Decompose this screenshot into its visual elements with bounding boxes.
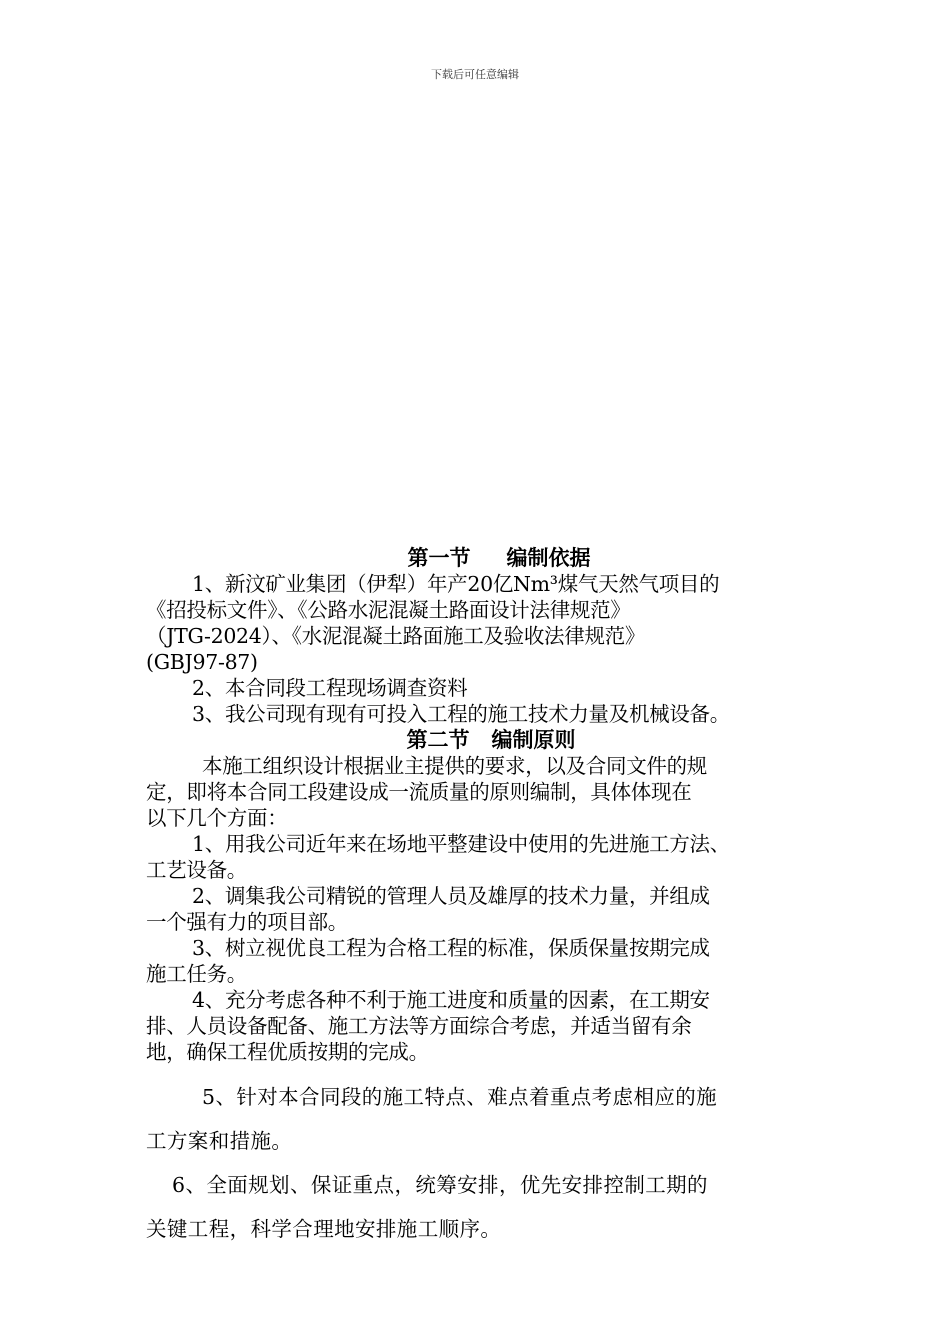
section-2-line: 地，确保工程优质按期的完成。 [146,1040,429,1064]
section-1-line: 3、我公司现有现有可投入工程的施工技术力量及机械设备。 [192,702,730,726]
section-2-line: 以下几个方面： [146,806,288,830]
section-2-number: 第二节 [406,728,470,752]
section-2-line: 一个强有力的项目部。 [146,910,348,934]
section-2-line: 关键工程，科学合理地安排施工顺序。 [146,1217,502,1241]
section-1-number: 第一节 [407,546,471,570]
section-1-line: 1、新汶矿业集团（伊犁）年产20亿Nm³煤气天然气项目的 [192,572,720,596]
section-2-line: 3、树立视优良工程为合格工程的标准，保质保量按期完成 [192,936,710,960]
section-2-line: 1、用我公司近年来在场地平整建设中使用的先进施工方法、 [192,832,730,856]
section-2-line: 排、人员设备配备、施工方法等方面综合考虑，并适当留有余 [146,1014,692,1038]
section-2-line: 定，即将本合同工段建设成一流质量的原则编制，具体体现在 [146,780,692,804]
section-1-line: 2、本合同段工程现场调查资料 [192,676,468,700]
section-2-line: 工艺设备。 [146,858,247,882]
section-2-line: 6、全面规划、保证重点，统筹安排，优先安排控制工期的 [172,1173,708,1197]
section-2-title [146,727,826,753]
section-2-line: 施工任务。 [146,962,247,986]
page-header-note: 下载后可任意编辑 [431,68,519,81]
section-1-line: (GBJ97-87) [146,650,258,674]
section-1-line: 《招投标文件》、《公路水泥混凝土路面设计法律规范》 [146,598,631,622]
section-2-line: 本施工组织设计根据业主提供的要求，以及合同文件的规 [202,754,707,778]
section-2-line: 4、充分考虑各种不利于施工进度和质量的因素，在工期安 [192,988,710,1012]
section-1-title [146,545,826,571]
section-2-line: 5、针对本合同段的施工特点、难点着重点考虑相应的施 [202,1085,718,1109]
section-2-line: 工方案和措施。 [146,1129,293,1153]
section-2-line: 2、调集我公司精锐的管理人员及雄厚的技术力量，并组成 [192,884,710,908]
document-body [146,545,826,1251]
section-1-heading: 编制依据 [506,546,591,570]
section-1-line: （JTG-2024）、《水泥混凝土路面施工及验收法律规范》 [146,624,646,648]
section-2-heading: 编制原则 [491,728,576,752]
